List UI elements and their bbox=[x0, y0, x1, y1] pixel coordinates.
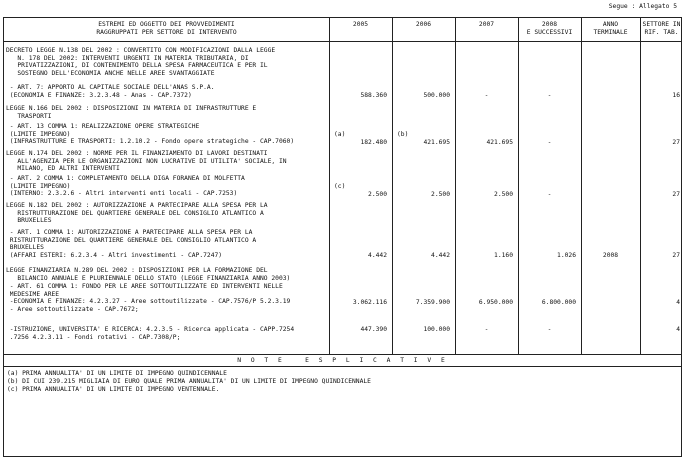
cell-2005: 2.500 bbox=[368, 191, 387, 198]
cell-2005-note: (a) bbox=[334, 131, 346, 138]
row-article: - ART. 7: APPORTO AL CAPITALE SOCIALE DELL'ANAS S.P.A. (ECONOMIA E FINANZE: 3.2.3.48 - Anas - CAP.7372) bbox=[9, 84, 215, 99]
cell-2006-note: (b) bbox=[397, 131, 409, 138]
cell-2008: 6.800.000 bbox=[541, 299, 576, 306]
cell-2008: 1.026 bbox=[557, 252, 576, 259]
cell-2005: 4.442 bbox=[368, 252, 387, 259]
cell-2007: - bbox=[484, 92, 489, 99]
cell-2005: 588.360 bbox=[360, 92, 387, 99]
note-b: (b) DI CUI 239.215 MIGLIAIA DI EURO QUALE PRIMA ANNUALITA' DI UN LIMITE DI IMPEGNO QUINDICENNALE bbox=[7, 378, 371, 385]
cell-2005: 182.480 bbox=[360, 139, 387, 146]
header-anno-terminale: ANNO TERMINALE bbox=[593, 21, 628, 36]
cell-settore: 4 bbox=[676, 326, 680, 333]
cell-settore: 4 bbox=[676, 299, 680, 306]
column-divider bbox=[581, 18, 582, 354]
row-law-title: LEGGE N.174 DEL 2002 : NORME PER IL FINANZIAMENTO DI LAVORI DESTINATI ALL'AGENZIA PER LE ORGANIZZAZIONI NON LUCRATIVE DI UTILITA' SOCIALE, IN MILANO, ED ALTRI INTERVENTI bbox=[6, 150, 287, 173]
cell-2007: 2.500 bbox=[494, 191, 513, 198]
header-settore: SETTORE IN RIF. TAB. bbox=[642, 21, 681, 36]
table-header-row bbox=[4, 18, 681, 42]
header-2005: 2005 bbox=[352, 21, 369, 28]
row-article: - ART. 2 COMMA 1: COMPLETAMENTO DELLA DIGA FORANEA DI MOLFETTA (LIMITE IMPEGNO) (INTERNO: 2.3.2.6 - Altri interventi enti locali - CAP.7253) bbox=[9, 175, 245, 198]
cell-2006: 421.695 bbox=[423, 139, 450, 146]
cell-2006: 2.500 bbox=[431, 191, 450, 198]
cell-anno-terminale: 2008 bbox=[602, 252, 619, 259]
cell-2007: 421.695 bbox=[486, 139, 513, 146]
header-2006: 2006 bbox=[415, 21, 432, 28]
row-law-title: DECRETO LEGGE N.138 DEL 2002 : CONVERTITO CON MODIFICAZIONI DALLA LEGGE N. 178 DEL 2002: INTERVENTI URGENTI IN MATERIA TRIBUTARIA, DI PRIVATIZZAZIONI, DI CONTENIMENTO DELLA SPESA FARMACEUTICA E PER IL SOSTEGNO DELL'ECONOMIA ANCHE NELLE AREE SVANTAGGIATE bbox=[6, 47, 276, 77]
cell-2006: 100.000 bbox=[423, 326, 450, 333]
cell-2005: 447.390 bbox=[360, 326, 387, 333]
cell-2008: - bbox=[547, 92, 552, 99]
row-article: -ISTRUZIONE, UNIVERSITA' E RICERCA: 4.2.3.5 - Ricerca applicata - CAPP.7254 .7256 4.2.3.11 - Fondi rotativi - CAP.7308/P; bbox=[9, 326, 295, 341]
page-header-label: Segue : Allegato 5 bbox=[608, 3, 677, 10]
cell-2005-note: (c) bbox=[334, 183, 346, 190]
row-article: - ART. 13 COMMA 1: REALIZZAZIONE OPERE STRATEGICHE (LIMITE IMPEGNO) (INFRASTRUTTURE E TRASPORTI: 1.2.10.2 - Fondo opere strategiche - CAP.7060) bbox=[9, 123, 295, 146]
cell-2006: 4.442 bbox=[431, 252, 450, 259]
header-2007: 2007 bbox=[478, 21, 495, 28]
cell-2006: 500.000 bbox=[423, 92, 450, 99]
cell-settore: 27 bbox=[672, 252, 680, 259]
cell-2008: - bbox=[547, 139, 552, 146]
header-2008: 2008 E SUCCESSIVI bbox=[526, 21, 573, 36]
cell-2006: 7.359.900 bbox=[415, 299, 450, 306]
cell-settore: 27 bbox=[672, 191, 680, 198]
header-description: ESTREMI ED OGGETTO DEI PROVVEDIMENTI RAGGRUPPATI PER SETTORE DI INTERVENTO bbox=[96, 21, 237, 36]
cell-2007: 6.950.000 bbox=[478, 299, 513, 306]
notes-heading: N O T E E S P L I C A T I V E bbox=[237, 357, 448, 364]
cell-settore: 16 bbox=[672, 92, 680, 99]
note-a: (a) PRIMA ANNUALITA' DI UN LIMITE DI IMPEGNO QUINDICENNALE bbox=[7, 370, 227, 377]
row-law-title: LEGGE N.166 DEL 2002 : DISPOSIZIONI IN MATERIA DI INFRASTRUTTURE E TRASPORTI bbox=[6, 105, 257, 120]
row-law-title: LEGGE N.182 DEL 2002 : AUTORIZZAZIONE A PARTECIPARE ALLA SPESA PER LA RISTRUTTURAZIONE DEL QUARTIERE GENERALE DEL CONSIGLIO ATLANTICO A BRUXELLES bbox=[6, 202, 268, 225]
note-c: (c) PRIMA ANNUALITA' DI UN LIMITE DI IMPEGNO VENTENNALE. bbox=[7, 386, 220, 393]
budget-table bbox=[3, 17, 682, 457]
row-law-title: LEGGE FINANZIARIA N.289 DEL 2002 : DISPOSIZIONI PER LA FORMAZIONE DEL BILANCIO ANNUALE E PLURIENNALE DELLO STATO (LEGGE FINANZIARIA ANNO 2003) bbox=[6, 267, 291, 282]
cell-2007: 1.160 bbox=[494, 252, 513, 259]
row-article: - ART. 1 COMMA 1: AUTORIZZAZIONE A PARTECIPARE ALLA SPESA PER LA RISTRUTTURAZIONE DEL QUARTIERE GENERALE DEL CONSIGLIO ATLANTICO A BRUXELLES (AFFARI ESTERI: 6.2.3.4 - Altri investimenti - CAP.7247) bbox=[9, 229, 257, 259]
cell-2008: - bbox=[547, 191, 552, 198]
cell-2005: 3.062.116 bbox=[352, 299, 387, 306]
row-article: - ART. 61 COMMA 1: FONDO PER LE AREE SOTTOUTILIZZATE ED INTERVENTI NELLE MEDESIME AREE -ECONOMIA E FINANZE: 4.2.3.27 - Aree sottoutilizzate - CAP.7576/P 5.2.3.19 - Aree sottoutilizzate - CAP.7672; bbox=[9, 283, 291, 313]
cell-settore: 27 bbox=[672, 139, 680, 146]
cell-2008: - bbox=[547, 326, 552, 333]
notes-heading-band bbox=[4, 354, 681, 367]
cell-2007: - bbox=[484, 326, 489, 333]
